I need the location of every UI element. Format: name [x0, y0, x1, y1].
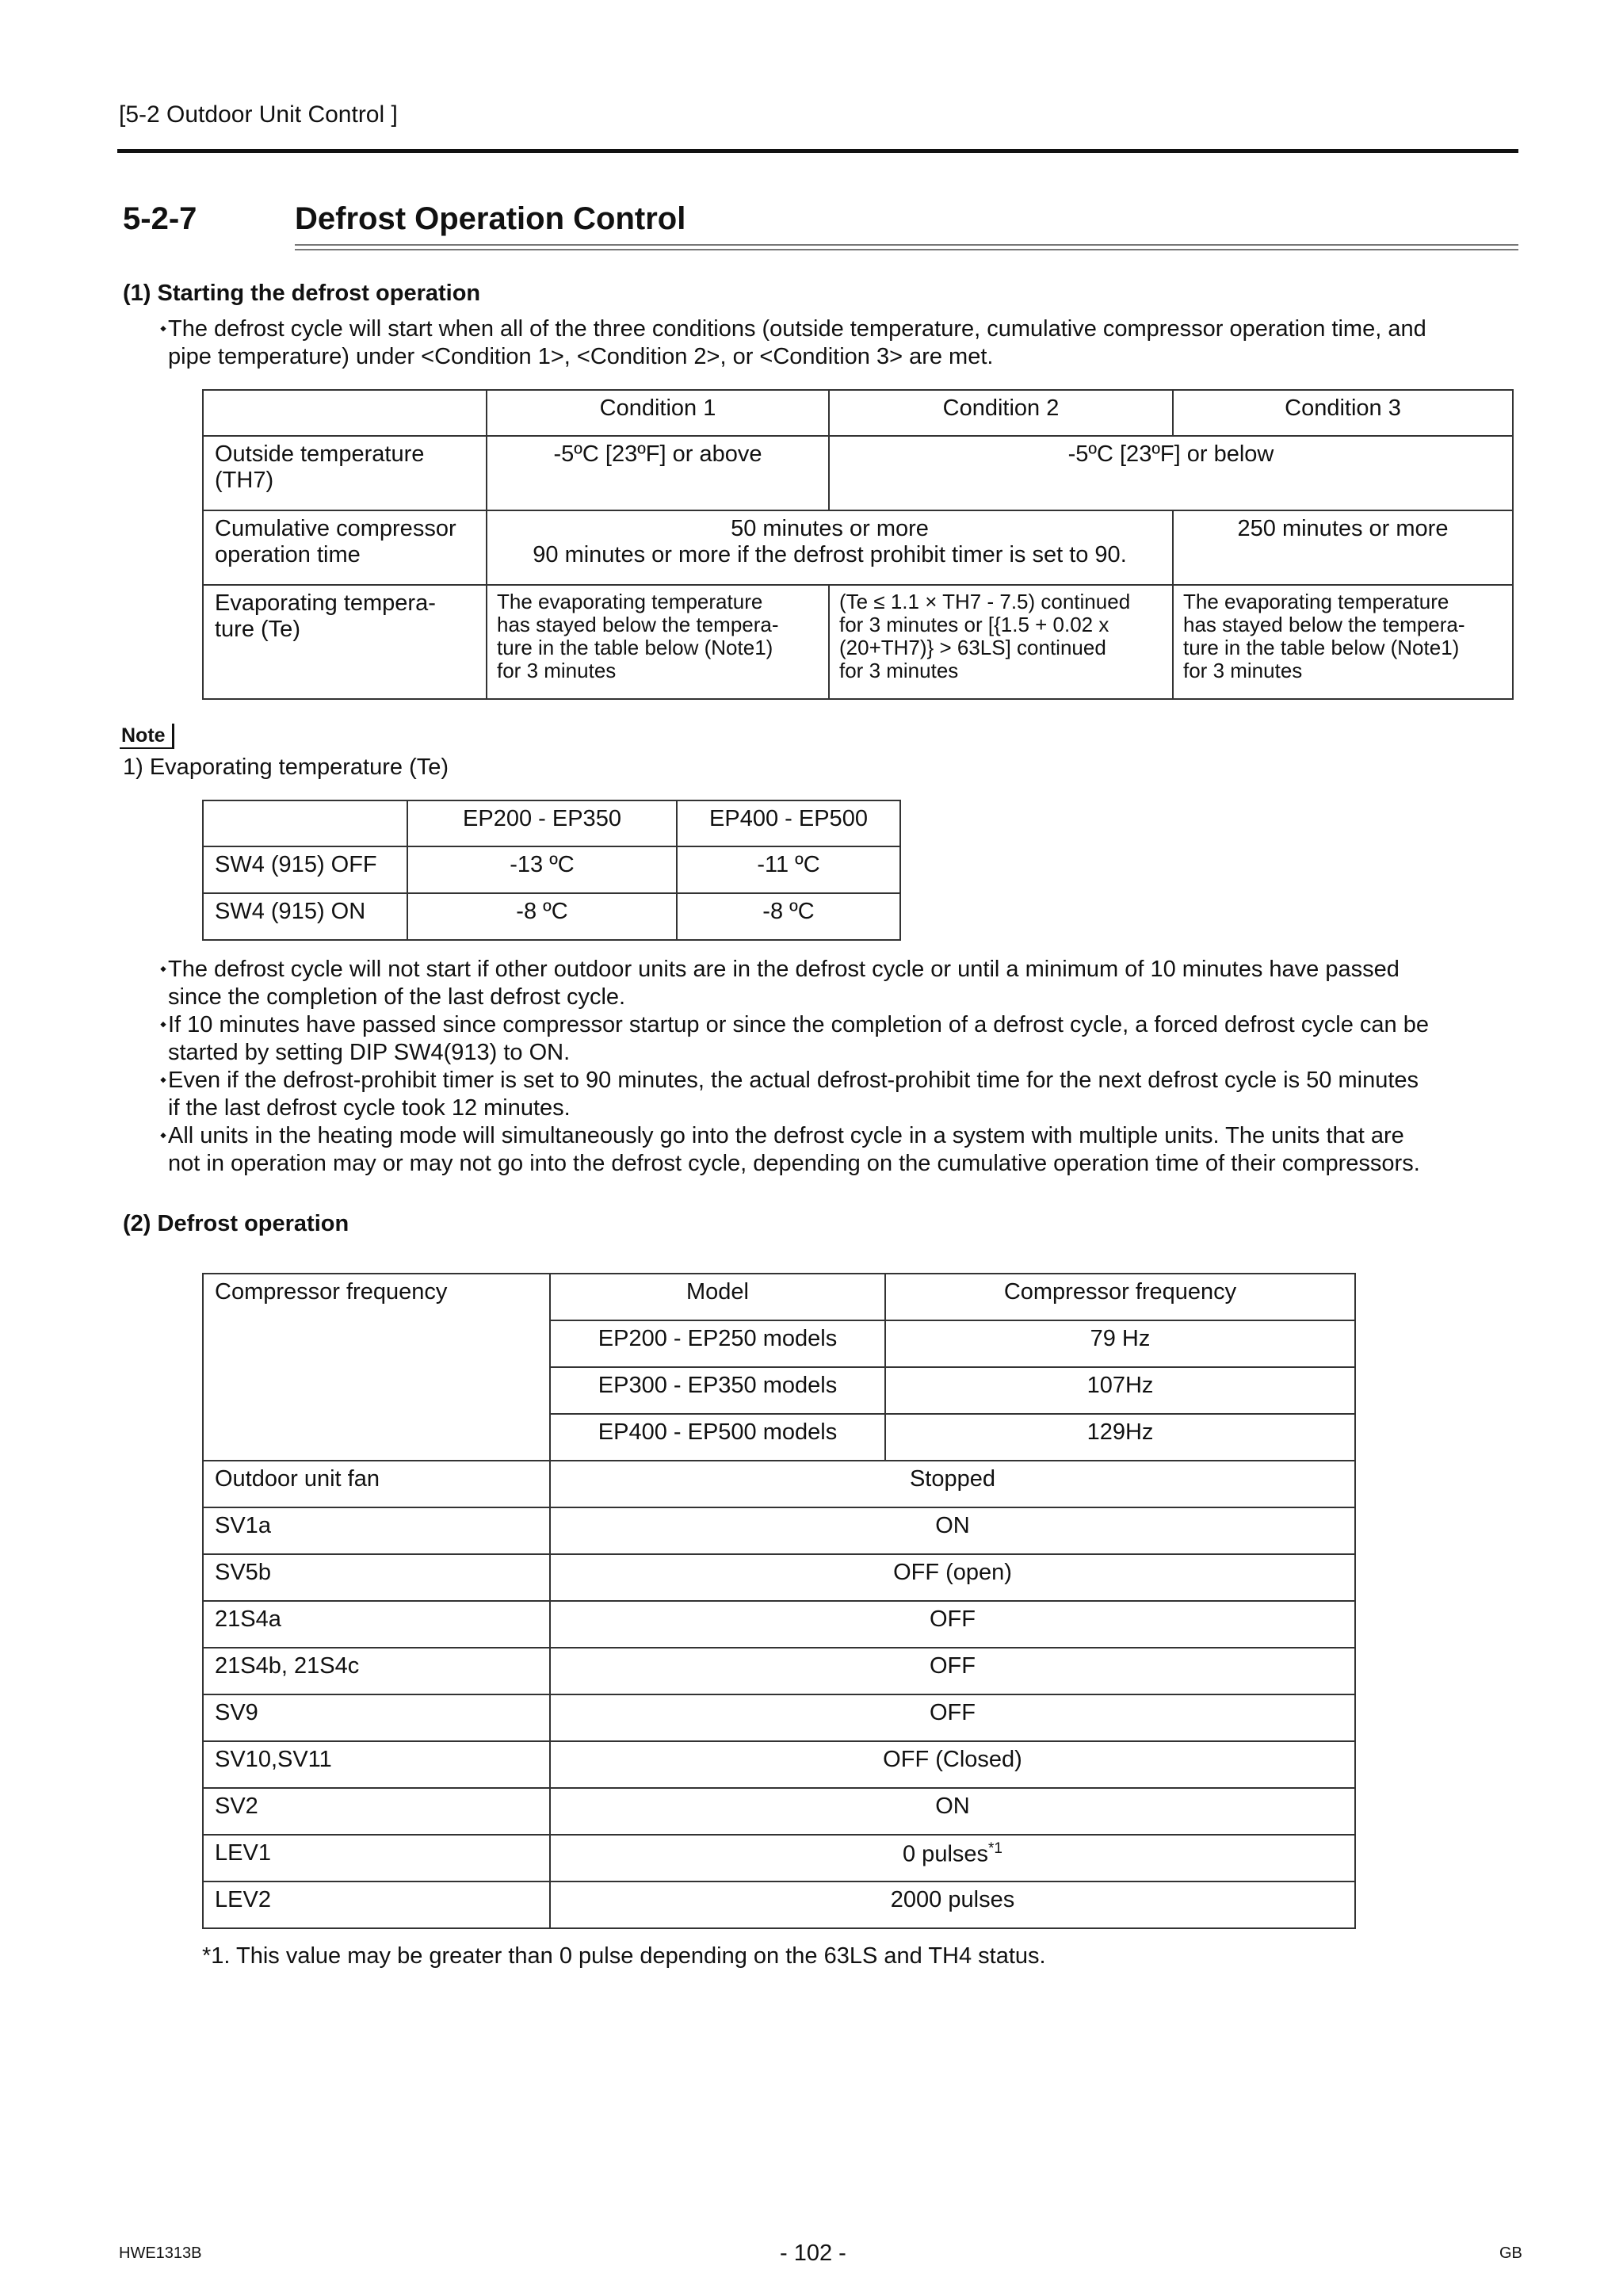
row-label-cumulative-time: [203, 510, 487, 585]
bullet-line: started by setting DIP SW4(913) to ON.: [168, 1040, 571, 1065]
component-state: OFF: [550, 1648, 1355, 1694]
bullet-line: If 10 minutes have passed since compressor startup or since the completion of a defrost cycle, a forced defrost cycle can be: [168, 1012, 1429, 1037]
evap-cell: -11 ºC: [677, 846, 900, 893]
bullet-item: [160, 956, 1523, 1011]
evaporating-condition-3: [1173, 585, 1513, 699]
evap-row-label: SW4 (915) ON: [203, 893, 407, 940]
section-number: 5-2-7: [123, 201, 197, 236]
evap-cell: -8 ºC: [407, 893, 677, 940]
component-label: SV5b: [203, 1554, 550, 1601]
bullet-item: [160, 1011, 1523, 1067]
model-header: Model: [550, 1274, 885, 1320]
note-item-1: 1) Evaporating temperature (Te): [123, 755, 449, 780]
component-state-lev1: [550, 1835, 1355, 1881]
diamond-bullet-icon: ⬩: [160, 1125, 166, 1144]
conditions-table: [202, 389, 1514, 700]
conditions-header-3: Condition 3: [1173, 390, 1513, 436]
bullet-item: [160, 1067, 1523, 1122]
component-state: OFF (Closed): [550, 1741, 1355, 1788]
row-label-evaporating-temp: [203, 585, 487, 699]
label-line: (TH7): [215, 468, 274, 493]
frequency-cell: 79 Hz: [885, 1320, 1355, 1367]
row-label-outside-temp: [203, 436, 487, 510]
cell-line: for 3 minutes: [497, 659, 617, 682]
model-cell: EP400 - EP500 models: [550, 1414, 885, 1461]
evaporating-condition-2: [829, 585, 1173, 699]
compressor-frequency-header: Compressor frequency: [885, 1274, 1355, 1320]
cell-line: has stayed below the tempera-: [1183, 613, 1465, 636]
component-state: OFF (open): [550, 1554, 1355, 1601]
bullet-line: since the completion of the last defrost cycle.: [168, 984, 626, 1010]
subsection-heading-starting: (1) Starting the defrost operation: [123, 281, 481, 306]
section-path-header: [5-2 Outdoor Unit Control ]: [119, 101, 398, 128]
evap-cell: -13 ºC: [407, 846, 677, 893]
outside-temp-condition-1: -5ºC [23ºF] or above: [487, 436, 829, 510]
component-label: SV1a: [203, 1507, 550, 1554]
title-rule-bottom: [295, 249, 1518, 250]
component-label: SV9: [203, 1694, 550, 1741]
label-line: ture (Te): [215, 617, 300, 642]
conditions-header-empty: [203, 390, 487, 436]
component-state: OFF: [550, 1694, 1355, 1741]
bullet-line: not in operation may or may not go into the defrost cycle, depending on the cumulative operation time of their compressors.: [168, 1151, 1420, 1176]
cell-line: The evaporating temperature: [497, 590, 763, 613]
evap-row-label: SW4 (915) OFF: [203, 846, 407, 893]
cumulative-time-condition-3: 250 minutes or more: [1173, 510, 1513, 585]
bullet-line: The defrost cycle will not start if other outdoor units are in the defrost cycle or until a minimum of 10 minutes have passed: [168, 957, 1400, 982]
model-cell: EP200 - EP250 models: [550, 1320, 885, 1367]
component-label-lev2: LEV2: [203, 1881, 550, 1928]
subsection-heading-defrost: (2) Defrost operation: [123, 1211, 349, 1236]
label-line: operation time: [215, 542, 361, 567]
page-number: - 102 -: [780, 2241, 846, 2266]
title-rule-top: [295, 244, 1518, 246]
footnote: *1. This value may be greater than 0 pulse depending on the 63LS and TH4 status.: [202, 1943, 1046, 1969]
component-label: 21S4b, 21S4c: [203, 1648, 550, 1694]
cumulative-time-condition-1-2: [487, 510, 1173, 585]
cell-line: (Te ≤ 1.1 × TH7 - 7.5) continued: [839, 590, 1131, 613]
section-title: Defrost Operation Control: [295, 201, 686, 236]
intro-paragraph: [160, 315, 1426, 371]
label-line: Evaporating tempera-: [215, 590, 436, 616]
component-state: OFF: [550, 1601, 1355, 1648]
bullet-list: [160, 956, 1523, 1178]
diamond-bullet-icon: ⬩: [160, 1069, 166, 1089]
component-label: SV2: [203, 1788, 550, 1835]
conditions-header-2: Condition 2: [829, 390, 1173, 436]
label-line: Outside temperature: [215, 441, 425, 467]
cell-line: 50 minutes or more: [731, 516, 929, 541]
compressor-frequency-label: Compressor frequency: [203, 1274, 550, 1461]
component-label: Outdoor unit fan: [203, 1461, 550, 1507]
frequency-cell: 129Hz: [885, 1414, 1355, 1461]
bullet-item: [160, 1122, 1523, 1178]
intro-line-2: pipe temperature) under <Condition 1>, <Condition 2>, or <Condition 3> are met.: [168, 344, 994, 369]
lev1-value: 0 pulses: [903, 1841, 989, 1867]
component-label-lev1: LEV1: [203, 1835, 550, 1881]
outside-temp-condition-2-3: -5ºC [23ºF] or below: [829, 436, 1513, 510]
diamond-bullet-icon: ⬩: [160, 958, 166, 978]
evap-header-ep400: EP400 - EP500: [677, 800, 900, 846]
lev1-footnote-ref: *1: [988, 1840, 1002, 1857]
label-line: Cumulative compressor: [215, 516, 456, 541]
cell-line: (20+TH7)} > 63LS] continued: [839, 636, 1106, 659]
conditions-header-1: Condition 1: [487, 390, 829, 436]
cell-line: for 3 minutes or [{1.5 + 0.02 x: [839, 613, 1109, 636]
cell-line: ture in the table below (Note1): [1183, 636, 1460, 659]
evap-cell: -8 ºC: [677, 893, 900, 940]
component-state: ON: [550, 1507, 1355, 1554]
evaporating-condition-1: [487, 585, 829, 699]
frequency-cell: 107Hz: [885, 1367, 1355, 1414]
cell-line: The evaporating temperature: [1183, 590, 1449, 613]
note-badge: Note: [120, 724, 174, 749]
bullet-line: All units in the heating mode will simultaneously go into the defrost cycle in a system with multiple units. The units that are: [168, 1123, 1404, 1148]
cell-line: 90 minutes or more if the defrost prohibit timer is set to 90.: [533, 542, 1127, 567]
component-state: Stopped: [550, 1461, 1355, 1507]
component-state-lev2: 2000 pulses: [550, 1881, 1355, 1928]
bullet-line: if the last defrost cycle took 12 minutes.: [168, 1095, 571, 1121]
component-state: ON: [550, 1788, 1355, 1835]
cell-line: ture in the table below (Note1): [497, 636, 773, 659]
document-code: HWE1313B: [119, 2244, 202, 2262]
evap-header-empty: [203, 800, 407, 846]
evaporating-temp-table: [202, 800, 901, 941]
cell-line: for 3 minutes: [839, 659, 959, 682]
language-code: GB: [1499, 2244, 1522, 2262]
model-cell: EP300 - EP350 models: [550, 1367, 885, 1414]
bullet-line: Even if the defrost-prohibit timer is set to 90 minutes, the actual defrost-prohibit time for the next defrost cycle is 50 minutes: [168, 1068, 1419, 1093]
diamond-bullet-icon: ⬩: [160, 1014, 166, 1033]
component-label: SV10,SV11: [203, 1741, 550, 1788]
diamond-bullet-icon: ⬩: [160, 318, 166, 338]
component-label: 21S4a: [203, 1601, 550, 1648]
intro-line-1: The defrost cycle will start when all of the three conditions (outside temperature, cumulative compressor operation time, and: [168, 316, 1426, 342]
defrost-operation-table: [202, 1273, 1356, 1929]
evap-header-ep200: EP200 - EP350: [407, 800, 677, 846]
cell-line: has stayed below the tempera-: [497, 613, 779, 636]
header-rule: [117, 149, 1518, 153]
cell-line: for 3 minutes: [1183, 659, 1303, 682]
